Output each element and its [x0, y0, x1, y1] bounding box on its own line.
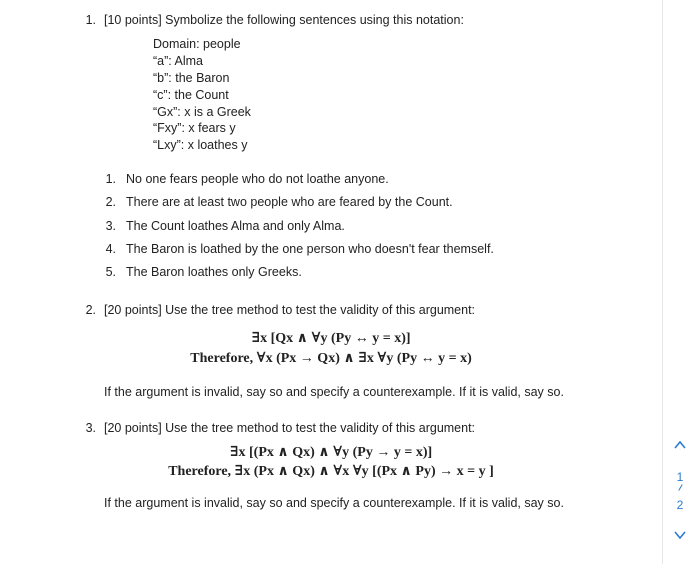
list-item-number: 4.: [105, 242, 116, 256]
q2-heading: [20 points] Use the tree method to test the validity of this argument:: [104, 303, 476, 317]
list-item: No one fears people who do not loathe anyone.: [126, 172, 389, 186]
current-page: 1: [676, 470, 684, 484]
q1-heading: [10 points] Symbolize the following sentences using this notation:: [104, 13, 464, 27]
page-separator: [678, 484, 682, 491]
notation-line: “a”: Alma: [153, 54, 204, 68]
q2-premise: ∃x [Qx ∧ ∀y (Py ↔ y = x)]: [251, 331, 411, 346]
list-item: The Count loathes Alma and only Alma.: [126, 219, 345, 233]
chevron-up-icon[interactable]: [664, 438, 696, 454]
notation-line: Domain: people: [153, 37, 241, 51]
q2-number: 2.: [85, 303, 96, 317]
list-item: The Baron loathes only Greeks.: [126, 265, 302, 279]
notation-line: “Lxy”: x loathes y: [153, 138, 248, 152]
notation-line: “c”: the Count: [153, 88, 229, 102]
q2-instruction: If the argument is invalid, say so and specify a counterexample. If it is valid, say so.: [104, 385, 564, 399]
q3-number: 3.: [85, 421, 96, 435]
q3-heading: [20 points] Use the tree method to test the validity of this argument:: [104, 421, 476, 435]
list-item-number: 3.: [105, 219, 116, 233]
notation-line: “b”: the Baron: [153, 71, 230, 85]
notation-line: “Fxy”: x fears y: [153, 121, 236, 135]
q2-conclusion: Therefore, ∀x (Px → Qx) ∧ ∃x ∀y (Py ↔ y = x): [190, 351, 472, 366]
q3-instruction: If the argument is invalid, say so and specify a counterexample. If it is valid, say so.: [104, 496, 564, 510]
q3-premise: ∃x [(Px ∧ Qx) ∧ ∀y (Py → y = x)]: [229, 445, 433, 460]
list-item-number: 5.: [105, 265, 116, 279]
list-item-number: 1.: [105, 172, 116, 186]
page-navigator: [664, 436, 696, 546]
list-item-number: 2.: [105, 195, 116, 209]
notation-line: “Gx”: x is a Greek: [153, 105, 251, 119]
q1-number: 1.: [85, 13, 96, 27]
list-item: There are at least two people who are feared by the Count.: [126, 195, 453, 209]
total-pages: 2: [676, 498, 684, 512]
list-item: The Baron is loathed by the one person who doesn't fear themself.: [126, 242, 494, 256]
q3-conclusion: Therefore, ∃x (Px ∧ Qx) ∧ ∀x ∀y [(Px ∧ Py) → x = y ]: [168, 464, 494, 479]
chevron-down-icon[interactable]: [664, 528, 696, 544]
